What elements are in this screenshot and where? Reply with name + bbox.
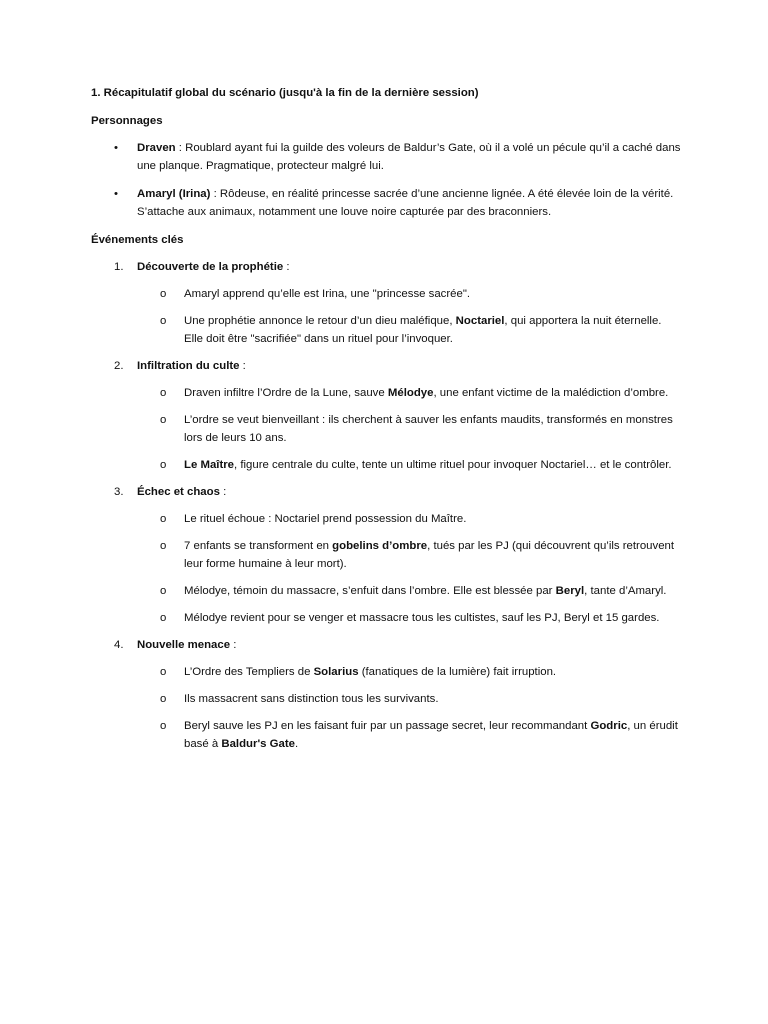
- event-title-suffix: :: [230, 639, 237, 651]
- character-name: Draven: [137, 142, 176, 154]
- bold-term: Godric: [590, 720, 628, 732]
- bold-term: Mélodye: [387, 387, 434, 399]
- sub-item-text: , tante d’Amaryl.: [584, 585, 667, 597]
- sub-bullet-icon: o: [160, 513, 167, 525]
- sub-item-text: Le rituel échoue : Noctariel prend possession du Maître.: [184, 513, 467, 525]
- event-sub-item: [137, 456, 681, 474]
- event-sub-list: [137, 285, 681, 348]
- event-number: 3.: [114, 486, 124, 498]
- event-sub-item: [137, 285, 681, 303]
- sub-item-text: Amaryl apprend qu’elle est Irina, une "princesse sacrée".: [184, 288, 471, 300]
- event-title-text: Échec et chaos: [137, 486, 220, 498]
- event-title: [137, 258, 681, 276]
- sub-item-text: Une prophétie annonce le retour d’un dieu maléfique,: [184, 315, 456, 327]
- sub-bullet-icon: o: [160, 414, 167, 426]
- sub-bullet-icon: o: [160, 288, 167, 300]
- event-title-text: Nouvelle menace: [137, 639, 231, 651]
- event-title: [137, 483, 681, 501]
- event-title-suffix: :: [219, 486, 227, 498]
- document-page: [91, 84, 681, 762]
- event-sub-item: [137, 582, 681, 600]
- event-sub-list: [137, 384, 681, 474]
- sub-item-text: (fanatiques de la lumière) fait irruption.: [358, 666, 557, 678]
- bold-term: Le Maître: [184, 459, 235, 471]
- sub-bullet-icon: o: [160, 720, 167, 732]
- sub-bullet-icon: o: [160, 693, 167, 705]
- event-item: [91, 357, 681, 474]
- bullet-icon: •: [114, 188, 118, 200]
- event-sub-item: [137, 537, 681, 573]
- bold-term: gobelins d’ombre: [332, 540, 428, 552]
- sub-bullet-icon: o: [160, 612, 167, 624]
- character-name: Amaryl (Irina): [137, 188, 211, 200]
- character-item: [91, 185, 681, 221]
- event-title-suffix: :: [283, 261, 290, 273]
- sub-item-text: 7 enfants se transforment en: [184, 540, 333, 552]
- characters-list: [91, 139, 681, 221]
- events-heading: Événements clés: [91, 234, 184, 246]
- sub-bullet-icon: o: [160, 387, 167, 399]
- character-description: : Rôdeuse, en réalité princesse sacrée d’une ancienne lignée. A été élevée loin de la vérité. S’attache aux animaux, notamment une louve noire capturée par des braconniers.: [137, 188, 674, 218]
- event-sub-list: [137, 510, 681, 627]
- sub-item-text: Draven infiltre l’Ordre de la Lune, sauve: [184, 387, 388, 399]
- sub-bullet-icon: o: [160, 459, 167, 471]
- event-sub-item: [137, 717, 681, 753]
- event-sub-list: [137, 663, 681, 753]
- sub-item-text: Mélodye revient pour se venger et massacre tous les cultistes, sauf les PJ, Beryl et 15 gardes.: [184, 612, 660, 624]
- sub-item-text: , une enfant victime de la malédiction d’ombre.: [433, 387, 669, 399]
- event-item: [91, 258, 681, 348]
- sub-item-text: Ils massacrent sans distinction tous les survivants.: [184, 693, 439, 705]
- document-title: 1. Récapitulatif global du scénario (jusqu'à la fin de la dernière session): [91, 87, 479, 99]
- event-sub-item: [137, 510, 681, 528]
- bold-term: Solarius: [313, 666, 359, 678]
- event-item: [91, 636, 681, 753]
- character-description: : Roublard ayant fui la guilde des voleurs de Baldur’s Gate, où il a volé un pécule qu’il a caché dans une planque. Pragmatique, protecteur malgré lui.: [137, 142, 681, 172]
- events-list: [91, 258, 681, 753]
- sub-bullet-icon: o: [160, 540, 167, 552]
- event-title: [137, 357, 681, 375]
- sub-item-text: .: [294, 738, 299, 750]
- sub-item-text: , figure centrale du culte, tente un ultime rituel pour invoquer Noctariel… et le contrôler.: [234, 459, 672, 471]
- event-sub-item: [137, 663, 681, 681]
- event-sub-item: [137, 411, 681, 447]
- event-title-text: Infiltration du culte: [137, 360, 240, 372]
- event-number: 1.: [114, 261, 124, 273]
- sub-item-text: Mélodye, témoin du massacre, s’enfuit dans l’ombre. Elle est blessée par: [184, 585, 556, 597]
- sub-item-text: , un érudit basé à: [184, 720, 678, 750]
- sub-bullet-icon: o: [160, 315, 167, 327]
- sub-item-text: Beryl sauve les PJ en les faisant fuir par un passage secret, leur recommandant: [184, 720, 591, 732]
- event-item: [91, 483, 681, 627]
- sub-item-text: , qui apportera la nuit éternelle. Elle doit être "sacrifiée" dans un rituel pour l’invoquer.: [184, 315, 662, 345]
- event-number: 4.: [114, 639, 124, 651]
- sub-bullet-icon: o: [160, 585, 167, 597]
- event-title-suffix: :: [239, 360, 246, 372]
- event-sub-item: [137, 609, 681, 627]
- bullet-icon: •: [114, 142, 118, 154]
- event-sub-item: [137, 384, 681, 402]
- event-title: [137, 636, 681, 654]
- bold-term: Baldur's Gate: [221, 738, 295, 750]
- characters-heading: Personnages: [91, 115, 163, 127]
- sub-bullet-icon: o: [160, 666, 167, 678]
- bold-term: Beryl: [555, 585, 585, 597]
- event-number: 2.: [114, 360, 124, 372]
- event-sub-item: [137, 690, 681, 708]
- sub-item-text: , tués par les PJ (qui découvrent qu’ils retrouvent leur forme humaine à leur mort).: [184, 540, 675, 570]
- character-item: [91, 139, 681, 175]
- sub-item-text: L’Ordre des Templiers de: [184, 666, 314, 678]
- sub-item-text: L’ordre se veut bienveillant : ils cherchent à sauver les enfants maudits, transformés en monstres lors de leurs 10 ans.: [184, 414, 673, 444]
- event-sub-item: [137, 312, 681, 348]
- bold-term: Noctariel: [455, 315, 505, 327]
- event-title-text: Découverte de la prophétie: [137, 261, 284, 273]
